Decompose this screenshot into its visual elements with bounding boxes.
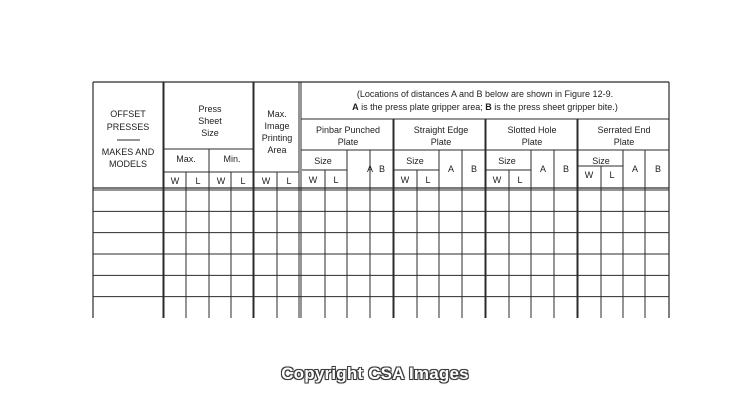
form-grid-lines [93,82,669,318]
note-gripper-a: A [352,102,359,112]
plate-group-4-l-label: L [609,170,615,180]
plate-group-4-line-2: Plate [613,137,635,147]
form-blank-rows [93,211,669,296]
plate-group-1-line-2: Plate [337,137,359,147]
presses-header-line-3: MAKES AND [101,147,155,157]
plate-group-2-line-2: Plate [430,137,452,147]
note-gripper-b-text: is the press sheet gripper bite.) [491,102,618,112]
presses-header-line-1: OFFSET [110,109,146,119]
plate-group-1-size-label: Size [314,156,332,166]
sheet-size-header-line-2: Sheet [198,116,222,126]
sheet-size-min-label: Min. [223,154,241,164]
plate-group-3-line-1: Slotted Hole [507,125,557,135]
sheet-size-header-line-3: Size [201,128,219,138]
plate-group-4-a-label: A [631,164,639,174]
plate-group-4-b-label: B [654,164,662,174]
plate-group-1-w-label: W [308,175,318,185]
plate-group-3-b-label: B [562,164,570,174]
plate-group-3-line-2: Plate [521,137,543,147]
presses-header-line-2: PRESSES [106,122,150,132]
copyright-watermark: Copyright CSA Images [281,364,469,383]
plate-group-3-l-label: L [517,175,523,185]
sheet-size-max-label: Max. [176,154,196,164]
plate-group-2-l-label: L [425,175,431,185]
note-gripper-b: B [485,102,492,112]
plate-group-4-w-label: W [584,170,594,180]
note-gripper-a-text: is the press plate gripper area; [358,102,486,112]
presses-header-line-4: MODELS [108,159,148,169]
plate-group-2-b-label: B [470,164,478,174]
sheet-size-header-line-1: Press [198,104,222,114]
note-line-1: (Locations of distances A and B below are shown in Figure 12-9. [356,89,614,99]
printing-area-header-line-1: Max. [267,109,287,119]
plate-group-1-a-label: A [366,164,374,174]
sheet-max-w-label: W [170,176,180,186]
note-line-2 [352,102,618,112]
sheet-min-l-label: L [240,176,246,186]
plate-group-1-l-label: L [333,175,339,185]
printing-area-header-line-4: Area [267,145,287,155]
plate-group-2-size-label: Size [406,156,424,166]
plate-group-4-size-label: Size [592,156,610,166]
plate-group-1-line-1: Pinbar Punched [315,125,381,135]
plate-group-3-w-label: W [492,175,502,185]
plate-group-3-size-label: Size [498,156,516,166]
sheet-min-w-label: W [216,176,226,186]
plate-group-1-b-label: B [378,164,386,174]
printing-area-header-line-2: Image [264,121,290,131]
plate-group-2-line-1: Straight Edge [413,125,469,135]
sheet-max-l-label: L [195,176,201,186]
plate-group-4-line-1: Serrated End [597,125,651,135]
printing-area-header-line-3: Printing [261,133,293,143]
plate-group-2-w-label: W [400,175,410,185]
plate-group-2-a-label: A [447,164,455,174]
printing-area-l-label: L [286,176,292,186]
plate-group-3-a-label: A [539,164,547,174]
printing-area-w-label: W [261,176,271,186]
